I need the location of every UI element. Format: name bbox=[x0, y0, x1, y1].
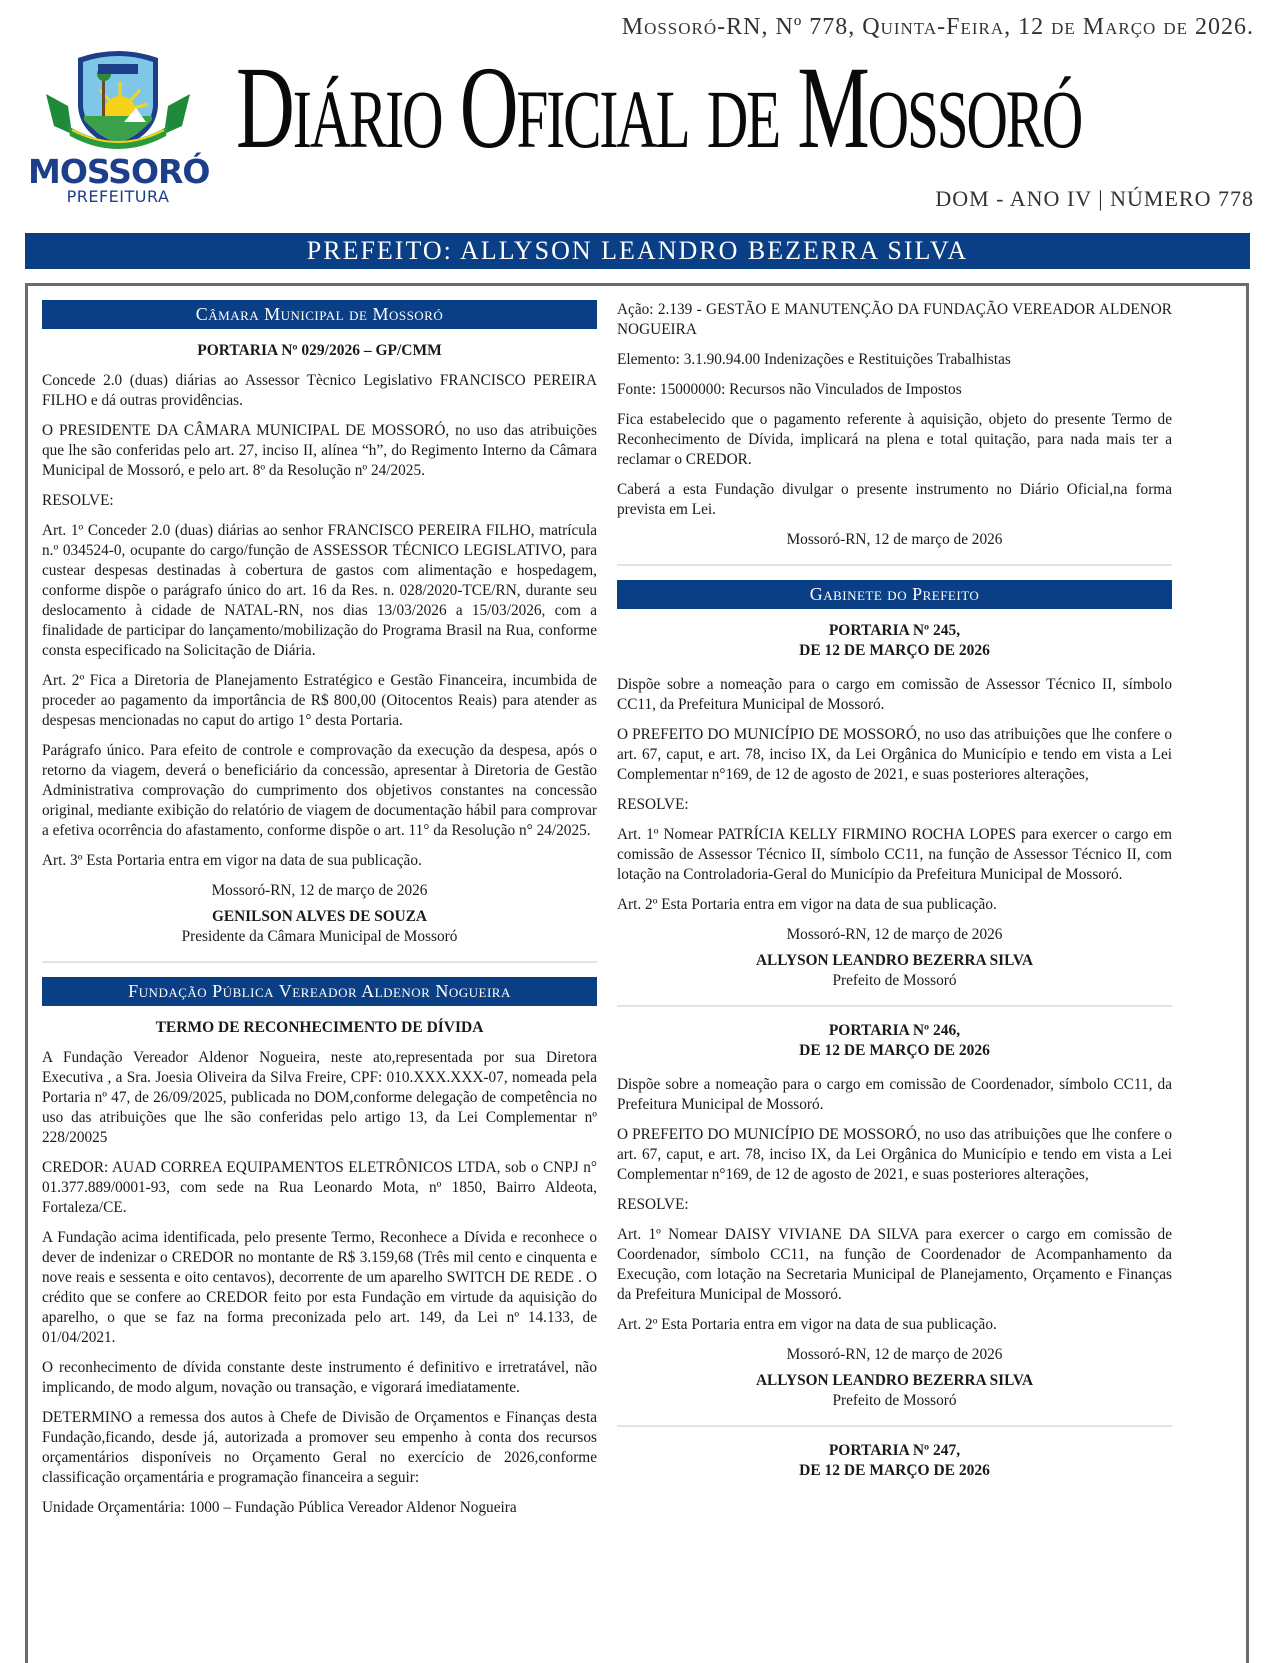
paragraph: Concede 2.0 (duas) diárias ao Assessor Tècnico Legislativo FRANCISCO PEREIRA FILHO e dá outras providências. bbox=[42, 372, 597, 409]
page-header bbox=[0, 0, 1275, 230]
paragraph: Parágrafo único. Para efeito de controle e comprovação da execução da despesa, após o retorno da viagem, deverá o beneficiário da concessão, apresentar à Diretoria de Gestão Administrativa comprovação do cumprimento dos objetivos constantes na concessão original, mediante exibição do relatório de viagem de documentação hábil para comprovar a efetiva ocorrência do afastamento, conforme dispõe o art. 11° da Resolução n° 24/2025. bbox=[42, 742, 597, 839]
portaria-029-title: PORTARIA Nº 029/2026 – GP/CMM bbox=[197, 342, 442, 359]
paragraph: Art. 1º Nomear DAISY VIVIANE DA SILVA para exercer o cargo em comissão de Coordenador, símbolo CC11, na função de Coordenador de Acompanhamento da Execução, com lotação na Secretaria Municipal de Planejamento, Orçamento e Finanças da Prefeitura Municipal de Mossoró. bbox=[617, 1226, 1172, 1303]
paragraph: Elemento: 3.1.90.94.00 Indenizações e Restituições Trabalhistas bbox=[617, 351, 1011, 368]
paragraph: A Fundação Vereador Aldenor Nogueira, neste ato,representada por sua Diretora Executiva , a Sra. Joesia Oliveira da Silva Freire, CPF: 010.XXX.XXX-07, nomeada pela Portaria nº 47, de 26/09/2025, publicada no DOM,conforme delegação de competência no uso das atribuições que lhe são conferidas pelo artigo 13, da Lei Complementar nº 228/20025 bbox=[42, 1049, 597, 1146]
section-header-camara: Câmara Municipal de Mossoró bbox=[42, 300, 597, 329]
prefeitura-logo bbox=[28, 44, 208, 204]
place-date: Mossoró-RN, 12 de março de 2026 bbox=[786, 1346, 1003, 1363]
left-column bbox=[42, 300, 597, 1528]
signer-role: Prefeito de Mossoró bbox=[832, 1392, 957, 1409]
paragraph: Art. 1º Nomear PATRÍCIA KELLY FIRMINO ROCHA LOPES para exercer o cargo em comissão de Assessor Técnico II, símbolo CC11, na função de Assessor Técnico II, com lotação na Controladoria-Geral do Município da Prefeitura Municipal de Mossoró. bbox=[617, 826, 1172, 883]
place-date: Mossoró-RN, 12 de março de 2026 bbox=[786, 531, 1003, 548]
place-date: Mossoró-RN, 12 de março de 2026 bbox=[211, 882, 428, 899]
right-column bbox=[617, 300, 1172, 1491]
paragraph: RESOLVE: bbox=[617, 796, 689, 813]
paragraph: RESOLVE: bbox=[617, 1196, 689, 1213]
paragraph: Dispõe sobre a nomeação para o cargo em comissão de Coordenador, símbolo CC11, da Prefeitura Municipal de Mossoró. bbox=[617, 1076, 1172, 1113]
portaria-247-date: DE 12 DE MARÇO DE 2026 bbox=[799, 1462, 990, 1479]
section-header-gabinete: Gabinete do Prefeito bbox=[617, 580, 1172, 609]
section-divider bbox=[42, 961, 597, 963]
mayor-banner: PREFEITO: ALLYSON LEANDRO BEZERRA SILVA bbox=[25, 233, 1250, 269]
place-date: Mossoró-RN, 12 de março de 2026 bbox=[786, 926, 1003, 943]
paragraph: CREDOR: AUAD CORREA EQUIPAMENTOS ELETRÔNICOS LTDA, sob o CNPJ n° 01.377.889/0001-93, com sede na Rua Leonardo Mota, nº 1850, Bairro Aldeota, Fortaleza/CE. bbox=[42, 1159, 597, 1216]
section-header-fundacao: Fundação Pública Vereador Aldenor Nogueira bbox=[42, 977, 597, 1006]
paragraph: Art. 2º Esta Portaria entra em vigor na data de sua publicação. bbox=[617, 896, 997, 913]
logo-subtitle: PREFEITURA bbox=[66, 187, 170, 206]
paragraph: Fica estabelecido que o pagamento referente à aquisição, objeto do presente Termo de Reconhecimento de Dívida, implicará na plena e total quitação, para nada mais ter a reclamar o CREDOR. bbox=[617, 411, 1172, 468]
portaria-246-date: DE 12 DE MARÇO DE 2026 bbox=[799, 1042, 990, 1059]
paragraph: A Fundação acima identificada, pelo presente Termo, Reconhece a Dívida e reconhece o dever de indenizar o CREDOR no montante de R$ 3.159,68 (Três mil cento e cinquenta e nove reais e sessenta e oito centavos), decorrente de um aparelho SWITCH DE REDE . O crédito que se confere ao CREDOR feito por esta Fundação em virtude da aquisição do aparelho, o que se faz na forma preconizada pelo art. 149, da Lei nº 14.133, de 01/04/2021. bbox=[42, 1229, 597, 1346]
paragraph: Art. 2º Fica a Diretoria de Planejamento Estratégico e Gestão Financeira, incumbida de proceder ao pagamento da importância de R$ 800,00 (Oitocentos Reais) para atender as despesas mencionadas no caput do artigo 1° desta Portaria. bbox=[42, 672, 597, 729]
paragraph: O PREFEITO DO MUNICÍPIO DE MOSSORÓ, no uso das atribuições que lhe confere o art. 67, caput, e art. 78, inciso IX, da Lei Orgânica do Município e tendo em vista a Lei Complementar n°169, de 12 de agosto de 2021, e suas posteriores alterações, bbox=[617, 726, 1172, 783]
signer-name: GENILSON ALVES DE SOUZA bbox=[212, 908, 427, 925]
masthead-title: Diário Oficial de Mossoró bbox=[236, 42, 1082, 173]
section-divider bbox=[617, 564, 1172, 566]
section-divider bbox=[617, 1425, 1172, 1427]
logo-wordmark: MOSSORÓ bbox=[28, 152, 210, 191]
edition-number: DOM - ANO IV | NÚMERO 778 bbox=[935, 186, 1254, 211]
paragraph: O PRESIDENTE DA CÂMARA MUNICIPAL DE MOSSORÓ, no uso das atribuições que lhe são conferidas pelo art. 27, inciso II, alínea “h”, do Regimento Interno da Câmara Municipal de Mossoró, e pelo art. 8º da Resolução nº 24/2025. bbox=[42, 422, 597, 479]
signer-name: ALLYSON LEANDRO BEZERRA SILVA bbox=[755, 1372, 1033, 1389]
paragraph: Dispõe sobre a nomeação para o cargo em comissão de Assessor Técnico II, símbolo CC11, da Prefeitura Municipal de Mossoró. bbox=[617, 676, 1172, 713]
signer-role: Presidente da Câmara Municipal de Mossoró bbox=[181, 928, 458, 945]
paragraph: Unidade Orçamentária: 1000 – Fundação Pública Vereador Aldenor Nogueira bbox=[42, 1499, 517, 1516]
portaria-245-number: PORTARIA Nº 245, bbox=[828, 622, 961, 639]
paragraph: Caberá a esta Fundação divulgar o presente instrumento no Diário Oficial,na forma prevista em Lei. bbox=[617, 481, 1172, 518]
coat-of-arms-icon bbox=[28, 44, 208, 154]
portaria-247-number: PORTARIA Nº 247, bbox=[828, 1442, 961, 1459]
paragraph: O PREFEITO DO MUNICÍPIO DE MOSSORÓ, no uso das atribuições que lhe confere o art. 67, caput, e art. 78, inciso IX, da Lei Orgânica do Município e tendo em vista a Lei Complementar n°169, de 12 de agosto de 2021, e suas posteriores alterações, bbox=[617, 1126, 1172, 1183]
paragraph: Ação: 2.139 - GESTÃO E MANUTENÇÃO DA FUNDAÇÃO VEREADOR ALDENOR NOGUEIRA bbox=[617, 301, 1172, 338]
paragraph: DETERMINO a remessa dos autos à Chefe de Divisão de Orçamentos e Finanças desta Fundação,ficando, desde já, autorizada a promover seu empenho à conta dos recursos orçamentários disponíveis no Orçamento Geral no exercício de 2026,conforme classificação orçamentária e programação financeira a seguir: bbox=[42, 1409, 597, 1486]
paragraph: O reconhecimento de dívida constante deste instrumento é definitivo e irretratável, não implicando, de modo algum, novação ou transação, e vigorará imediatamente. bbox=[42, 1359, 597, 1396]
paragraph: RESOLVE: bbox=[42, 492, 114, 509]
portaria-246-number: PORTARIA Nº 246, bbox=[828, 1022, 961, 1039]
portaria-245-date: DE 12 DE MARÇO DE 2026 bbox=[799, 642, 990, 659]
termo-title: TERMO DE RECONHECIMENTO DE DÍVIDA bbox=[155, 1019, 484, 1036]
signer-name: ALLYSON LEANDRO BEZERRA SILVA bbox=[755, 952, 1033, 969]
paragraph: Fonte: 15000000: Recursos não Vinculados de Impostos bbox=[617, 381, 962, 398]
signer-role: Prefeito de Mossoró bbox=[832, 972, 957, 989]
paragraph: Art. 3º Esta Portaria entra em vigor na data de sua publicação. bbox=[42, 852, 422, 869]
paragraph: Art. 2º Esta Portaria entra em vigor na data de sua publicação. bbox=[617, 1316, 997, 1333]
issue-dateline: Mossoró-RN, Nº 778, Quinta-Feira, 12 de Março de 2026. bbox=[621, 14, 1254, 40]
section-divider bbox=[617, 1005, 1172, 1007]
paragraph: Art. 1º Conceder 2.0 (duas) diárias ao senhor FRANCISCO PEREIRA FILHO, matrícula n.º 034524-0, ocupante do cargo/função de ASSESSOR TÉCNICO LEGISLATIVO, para custear despesas destinadas à cobertura de gastos com alimentação e hospedagem, conforme dispõe o parágrafo único do art. 16 da Res. n. 028/2020-TCE/RN, durante seu deslocamento à cidade de NATAL-RN, nos dias 13/03/2026 a 15/03/2026, com a finalidade de participar do lançamento/mobilização do Programa Brasil na Rua, conforme consta especificado na Solicitação de Diária. bbox=[42, 522, 597, 659]
